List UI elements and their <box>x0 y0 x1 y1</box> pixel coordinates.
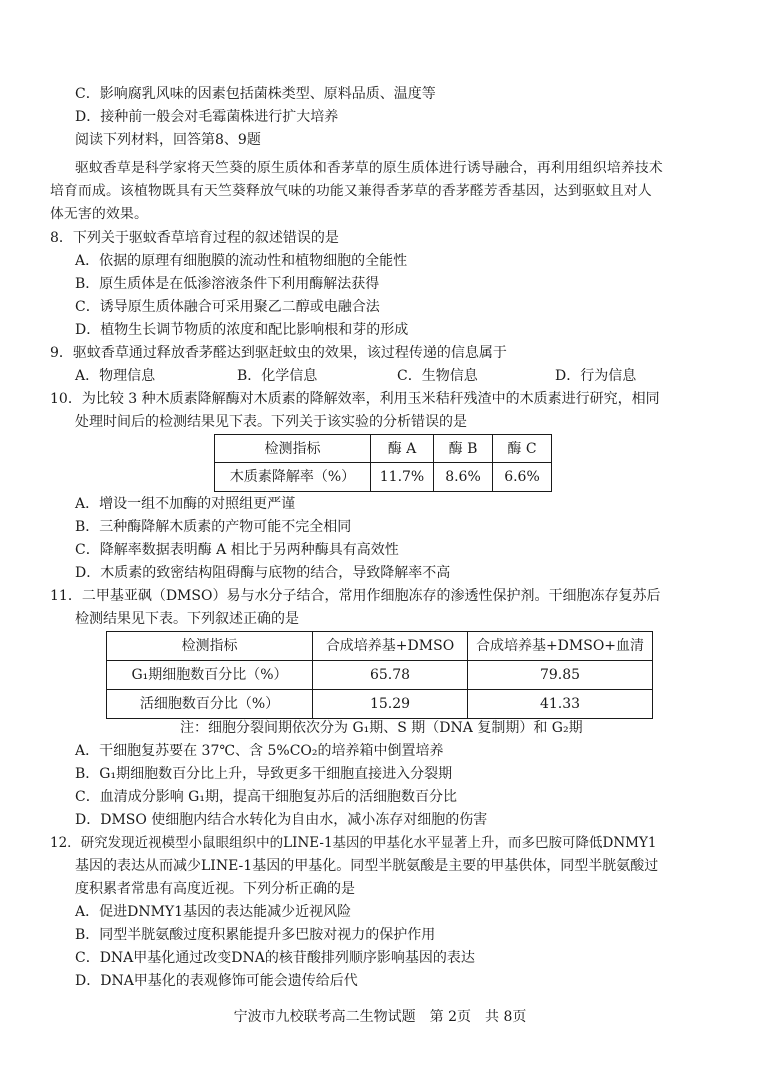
q11-header-cell: 合成培养基+DMSO+血清 <box>468 632 653 661</box>
q9-option-a: A．物理信息 <box>75 368 156 384</box>
q10-stem-1: 10．为比较 3 种木质素降解酶对木质素的降解效率，利用玉米秸秆残渣中的木质素进行研究，相同 <box>50 391 660 407</box>
q12-option-a: A．促进DNMY1基因的表达能减少近视风险 <box>75 904 352 920</box>
q10-option-b: B．三种酶降解木质素的产物可能不完全相同 <box>75 519 352 535</box>
q10-header-cell: 酶 B <box>434 435 493 463</box>
q10-value-cell: 11.7% <box>371 463 434 492</box>
q10-option-a: A．增设一组不加酶的对照组更严谨 <box>75 496 296 512</box>
q12-option-b: B．同型半胱氨酸过度积累能提升多巴胺对视力的保护作用 <box>75 927 436 943</box>
q12-option-c: C．DNA甲基化通过改变DNA的核苷酸排列顺序影响基因的表达 <box>75 950 475 966</box>
q11-value-cell: 41.33 <box>468 690 653 719</box>
q10-stem-2: 处理时间后的检测结果见下表。下列关于该实验的分析错误的是 <box>75 414 467 430</box>
q12-stem-2: 基因的表达从而减少LINE-1基因的甲基化。同型半胱氨酸是主要的甲基供体，同型半胱氨酸过 <box>75 858 659 874</box>
q11-header-cell: 检测指标 <box>107 632 313 661</box>
q11-table <box>106 631 653 719</box>
q9-option-c: C．生物信息 <box>397 368 478 384</box>
q11-row-label: G₁期细胞数百分比（%） <box>107 661 313 690</box>
q8-option-c: C．诱导原生质体融合可采用聚乙二醇或电融合法 <box>75 299 380 315</box>
q10-table <box>214 434 552 492</box>
q10-option-c: C．降解率数据表明酶 A 相比于另两种酶具有高效性 <box>75 542 399 558</box>
q11-option-b: B．G₁期细胞数百分比上升，导致更多干细胞直接进入分裂期 <box>75 766 453 782</box>
q12-stem-3: 度积累者常患有高度近视。下列分析正确的是 <box>75 881 355 897</box>
q11-row-label: 活细胞数百分比（%） <box>107 690 313 719</box>
q10-value-cell: 8.6% <box>434 463 493 492</box>
q8-option-b: B．原生质体是在低渗溶液条件下利用酶解法获得 <box>75 276 380 292</box>
q11-value-cell: 79.85 <box>468 661 653 690</box>
q7-option-c: C．影响腐乳风味的因素包括菌株类型、原料品质、温度等 <box>75 86 436 102</box>
material-line-3: 体无害的效果。 <box>50 206 148 222</box>
q10-header-cell: 检测指标 <box>215 435 371 463</box>
q11-header-cell: 合成培养基+DMSO <box>313 632 468 661</box>
q11-value-cell: 65.78 <box>313 661 468 690</box>
page-footer: 宁波市九校联考高二生物试题 第 2页 共 8页 <box>233 1009 527 1025</box>
q9-stem: 9．驱蚊香草通过释放香茅醛达到驱赶蚊虫的效果，该过程传递的信息属于 <box>50 345 507 361</box>
q11-stem-2: 检测结果见下表。下列叙述正确的是 <box>75 611 299 627</box>
q11-option-d: D．DMSO 使细胞内结合水转化为自由水，减小冻存对细胞的伤害 <box>75 812 488 828</box>
q10-row-label: 木质素降解率（%） <box>215 463 371 492</box>
q11-table-note: 注：细胞分裂间期依次分为 G₁期、S 期（DNA 复制期）和 G₂期 <box>180 720 583 736</box>
q10-header-cell: 酶 C <box>493 435 552 463</box>
q12-stem-1: 12．研究发现近视模型小鼠眼组织中的LINE-1基因的甲基化水平显著上升，而多巴胺可降低DNMY1 <box>50 835 657 851</box>
material-line-2: 培育而成。该植物既具有天竺葵释放气味的功能又兼得香茅草的香茅醛芳香基因，达到驱蚊且对人 <box>50 183 652 199</box>
q7-option-d: D．接种前一般会对毛霉菌株进行扩大培养 <box>75 109 339 125</box>
q11-value-cell: 15.29 <box>313 690 468 719</box>
q10-option-d: D．木质素的致密结构阻碍酶与底物的结合，导致降解率不高 <box>75 565 451 581</box>
q9-option-b: B．化学信息 <box>237 368 318 384</box>
q11-option-a: A．干细胞复苏要在 37℃、含 5%CO₂的培养箱中倒置培养 <box>75 743 444 759</box>
material-line-1: 驱蚊香草是科学家将天竺葵的原生质体和香茅草的原生质体进行诱导融合，再利用组织培养技术 <box>75 160 663 176</box>
q12-option-d: D．DNA甲基化的表观修饰可能会遗传给后代 <box>75 973 358 989</box>
q11-stem-1: 11．二甲基亚砜（DMSO）易与水分子结合，常用作细胞冻存的渗透性保护剂。干细胞冻存复苏后 <box>50 588 661 604</box>
q8-option-a: A．依据的原理有细胞膜的流动性和植物细胞的全能性 <box>75 253 408 269</box>
q11-option-c: C．血清成分影响 G₁期，提高干细胞复苏后的活细胞数百分比 <box>75 789 457 805</box>
reading-instruction: 阅读下列材料，回答第8、9题 <box>75 132 261 148</box>
q10-header-cell: 酶 A <box>371 435 434 463</box>
q8-stem: 8．下列关于驱蚊香草培育过程的叙述错误的是 <box>50 230 339 246</box>
q8-option-d: D．植物生长调节物质的浓度和配比影响根和芽的形成 <box>75 322 409 338</box>
q10-value-cell: 6.6% <box>493 463 552 492</box>
q9-option-d: D．行为信息 <box>555 368 637 384</box>
